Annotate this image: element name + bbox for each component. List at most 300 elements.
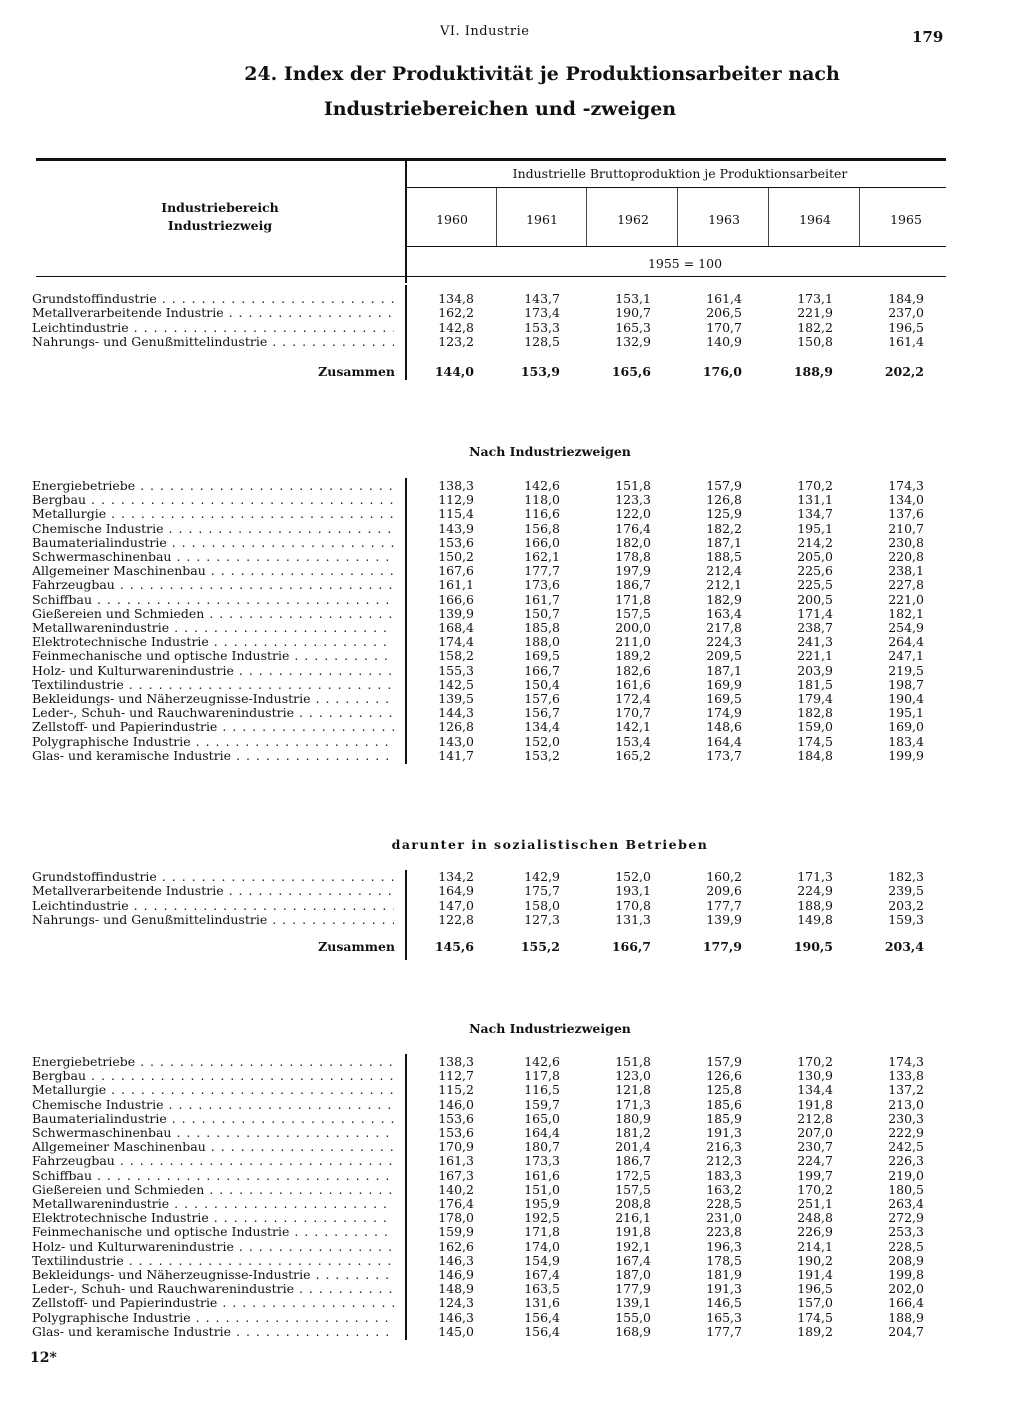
row-label: Schiffbau . . .	[32, 593, 394, 607]
row-label: Schwermaschinenbau . . .	[32, 1126, 394, 1140]
cell-value: 127,3	[524, 911, 560, 927]
cell-value: 116,6	[524, 506, 560, 522]
cell-value: 142,6	[524, 478, 560, 493]
cell-value: 203,9	[797, 662, 833, 678]
cell-value: 146,0	[438, 1096, 474, 1112]
cell-value: 199,7	[797, 1167, 833, 1183]
cell-value: 134,0	[888, 492, 924, 508]
row-label: Metallwarenindustrie . . .	[32, 621, 394, 635]
cell-value: 192,1	[615, 1238, 651, 1254]
cell-value: 134,2	[438, 869, 474, 884]
cell-value: 206,5	[706, 305, 742, 321]
cell-value: 137,2	[888, 1082, 924, 1098]
year-header: 1963	[708, 212, 740, 227]
table-row	[0, 306, 1024, 320]
cell-value: 182,9	[706, 591, 742, 607]
sheet-signature: 12*	[30, 1350, 57, 1366]
cell-value: 189,2	[615, 648, 651, 664]
table-row	[0, 884, 1024, 898]
cell-value: 226,3	[888, 1153, 924, 1169]
row-label: Nahrungs- und Genußmittelindustrie . . .	[32, 913, 394, 927]
table-row	[0, 1126, 1024, 1140]
cell-value: 190,4	[888, 691, 924, 706]
row-label: Feinmechanische und optische Industrie . . .	[32, 1225, 394, 1239]
cell-value: 182,8	[797, 705, 833, 721]
cell-value: 182,2	[706, 520, 742, 536]
cell-value: 126,6	[706, 1068, 742, 1084]
cell-value: 226,9	[797, 1224, 833, 1240]
cell-value: 170,7	[706, 319, 742, 335]
cell-value: 148,9	[438, 1281, 474, 1297]
cell-value: 199,8	[888, 1267, 924, 1282]
cell-value: 200,0	[615, 620, 651, 635]
cell-value: 143,0	[438, 733, 474, 749]
page-number: 179	[912, 28, 944, 46]
cell-value: 177,9	[615, 1281, 651, 1297]
cell-value: 171,8	[615, 591, 651, 607]
table-row	[0, 1197, 1024, 1211]
row-label: Schiffbau . . .	[32, 1169, 394, 1183]
cell-value: 170,7	[615, 705, 651, 721]
cell-value: 200,5	[797, 591, 833, 607]
total-row	[0, 940, 1024, 954]
cell-value: 170,9	[438, 1139, 474, 1155]
cell-value: 166,0	[524, 534, 560, 550]
cell-value: 191,3	[706, 1281, 742, 1297]
cell-value: 161,3	[438, 1153, 474, 1169]
table-title-line-2: Industriebereichen und -zweigen	[323, 98, 677, 120]
cell-value: 225,5	[797, 577, 833, 593]
cell-value: 192,5	[524, 1210, 560, 1226]
table-row	[0, 522, 1024, 536]
row-label: Schwermaschinenbau . . .	[32, 550, 394, 564]
cell-value: 165,2	[615, 747, 651, 763]
table-row	[0, 1083, 1024, 1097]
table-row	[0, 692, 1024, 706]
cell-value: 169,9	[706, 676, 742, 692]
cell-value: 142,1	[615, 719, 651, 735]
cell-value: 164,4	[706, 733, 742, 749]
cell-value: 209,5	[706, 648, 742, 664]
cell-value: 184,8	[797, 747, 833, 763]
cell-value: 182,2	[797, 319, 833, 335]
cell-value: 254,9	[888, 620, 924, 635]
cell-value: 157,5	[615, 1181, 651, 1197]
cell-value: 178,0	[438, 1210, 474, 1226]
cell-value: 228,5	[888, 1238, 924, 1254]
cell-value: 139,1	[615, 1295, 651, 1311]
cell-value: 171,8	[524, 1224, 560, 1240]
row-label: Leder-, Schuh- und Rauchwarenindustrie . . .	[32, 1282, 394, 1296]
table-row	[0, 564, 1024, 578]
cell-value: 153,6	[438, 1125, 474, 1140]
cell-value: 153,6	[438, 1110, 474, 1126]
cell-value: 190,5	[793, 939, 833, 954]
cell-value: 138,3	[438, 478, 474, 493]
cell-value: 160,2	[706, 869, 742, 884]
cell-value: 196,5	[888, 319, 924, 335]
cell-value: 170,2	[797, 1054, 833, 1069]
year-header: 1961	[526, 212, 558, 227]
cell-value: 173,3	[524, 1153, 560, 1169]
cell-value: 195,9	[524, 1196, 560, 1211]
cell-value: 173,1	[797, 291, 833, 306]
cell-value: 166,4	[888, 1295, 924, 1311]
cell-value: 181,9	[706, 1267, 742, 1282]
cell-value: 123,0	[615, 1068, 651, 1084]
table-row	[0, 870, 1024, 884]
cell-value: 204,7	[888, 1323, 924, 1339]
cell-value: 176,4	[615, 520, 651, 536]
cell-value: 144,3	[438, 705, 474, 721]
cell-value: 187,1	[706, 534, 742, 550]
cell-value: 197,9	[615, 563, 651, 579]
table-row	[0, 1112, 1024, 1126]
row-label: Leichtindustrie . . .	[32, 899, 394, 913]
cell-value: 168,9	[615, 1323, 651, 1339]
cell-value: 225,6	[797, 563, 833, 579]
cell-value: 145,6	[434, 939, 474, 954]
cell-value: 174,5	[797, 733, 833, 749]
row-label: Bekleidungs- und Näherzeugnisse-Industrie . . .	[32, 1268, 394, 1282]
total-label: Zusammen	[318, 365, 395, 379]
cell-value: 199,9	[888, 747, 924, 763]
cell-value: 174,0	[524, 1238, 560, 1254]
table-row	[0, 292, 1024, 306]
row-label: Grundstoffindustrie . . .	[32, 292, 394, 306]
cell-value: 223,8	[706, 1224, 742, 1240]
cell-value: 174,5	[797, 1309, 833, 1325]
cell-value: 190,2	[797, 1252, 833, 1268]
cell-value: 185,8	[524, 620, 560, 635]
table-row	[0, 321, 1024, 335]
cell-value: 159,7	[524, 1096, 560, 1112]
cell-value: 131,3	[615, 911, 651, 927]
cell-value: 128,5	[524, 333, 560, 349]
cell-value: 132,9	[615, 333, 651, 349]
cell-value: 150,7	[524, 605, 560, 621]
cell-value: 174,3	[888, 1054, 924, 1069]
row-label: Metallurgie . . .	[32, 507, 394, 521]
cell-value: 174,4	[438, 634, 474, 650]
cell-value: 125,8	[706, 1082, 742, 1098]
cell-value: 150,8	[797, 333, 833, 349]
cell-value: 139,5	[438, 691, 474, 706]
row-label: Fahrzeugbau . . .	[32, 1154, 394, 1168]
cell-value: 213,0	[888, 1096, 924, 1112]
cell-value: 122,8	[438, 911, 474, 927]
cell-value: 196,3	[706, 1238, 742, 1254]
cell-value: 118,0	[524, 492, 560, 508]
cell-value: 156,4	[524, 1323, 560, 1339]
table-row	[0, 1211, 1024, 1225]
cell-value: 137,6	[888, 506, 924, 522]
cell-value: 241,3	[797, 634, 833, 650]
row-label: Chemische Industrie . . .	[32, 522, 394, 536]
base-rule	[407, 246, 946, 247]
row-label: Polygraphische Industrie . . .	[32, 735, 394, 749]
table-row	[0, 1296, 1024, 1310]
cell-value: 146,9	[438, 1267, 474, 1282]
cell-value: 221,1	[797, 648, 833, 664]
cell-value: 151,0	[524, 1181, 560, 1197]
cell-value: 217,8	[706, 620, 742, 635]
cell-value: 221,0	[888, 591, 924, 607]
cell-value: 145,0	[438, 1323, 474, 1339]
cell-value: 196,5	[797, 1281, 833, 1297]
cell-value: 169,0	[888, 719, 924, 735]
running-title: VI. Industrie	[440, 24, 530, 39]
section-title-zweige-2: Nach Industriezweigen	[469, 1021, 631, 1036]
cell-value: 115,4	[438, 506, 474, 522]
cell-value: 155,3	[438, 662, 474, 678]
cell-value: 242,5	[888, 1139, 924, 1155]
cell-value: 214,1	[797, 1238, 833, 1254]
table-row	[0, 664, 1024, 678]
row-label: Bergbau . . .	[32, 1069, 394, 1083]
row-label: Leichtindustrie . . .	[32, 321, 394, 335]
cell-value: 157,9	[706, 1054, 742, 1069]
cell-value: 216,1	[615, 1210, 651, 1226]
table-row	[0, 913, 1024, 927]
table-row	[0, 635, 1024, 649]
table-title-line-1: 24. Index der Produktivität je Produktionsarbeiter nach	[244, 63, 840, 85]
cell-value: 198,7	[888, 676, 924, 692]
cell-value: 134,4	[797, 1082, 833, 1098]
cell-value: 133,8	[888, 1068, 924, 1084]
cell-value: 182,6	[615, 662, 651, 678]
cell-value: 123,3	[615, 492, 651, 508]
cell-value: 156,7	[524, 705, 560, 721]
cell-value: 220,8	[888, 549, 924, 564]
row-label: Energiebetriebe . . .	[32, 1055, 394, 1069]
cell-value: 201,4	[615, 1139, 651, 1155]
cell-value: 221,9	[797, 305, 833, 321]
cell-value: 238,7	[797, 620, 833, 635]
cell-value: 176,4	[438, 1196, 474, 1211]
table-row	[0, 1098, 1024, 1112]
cell-value: 167,4	[524, 1267, 560, 1282]
cell-value: 180,7	[524, 1139, 560, 1155]
cell-value: 263,4	[888, 1196, 924, 1211]
table-row	[0, 479, 1024, 493]
total-row	[0, 365, 1024, 379]
cell-value: 124,3	[438, 1295, 474, 1311]
table-row	[0, 706, 1024, 720]
cell-value: 178,5	[706, 1252, 742, 1268]
year-header: 1960	[436, 212, 468, 227]
cell-value: 151,8	[615, 478, 651, 493]
row-label: Metallwarenindustrie . . .	[32, 1197, 394, 1211]
cell-value: 170,8	[615, 897, 651, 913]
row-label: Glas- und keramische Industrie . . .	[32, 1325, 394, 1339]
cell-value: 216,3	[706, 1139, 742, 1155]
year-header: 1964	[799, 212, 831, 227]
cell-value: 209,6	[706, 883, 742, 899]
cell-value: 175,7	[524, 883, 560, 899]
cell-value: 142,6	[524, 1054, 560, 1069]
cell-value: 166,6	[438, 591, 474, 607]
cell-value: 144,0	[434, 364, 474, 379]
cell-value: 272,9	[888, 1210, 924, 1226]
row-label: Textilindustrie . . .	[32, 1254, 394, 1268]
table-row	[0, 720, 1024, 734]
cell-value: 191,3	[706, 1125, 742, 1140]
cell-value: 142,9	[524, 869, 560, 884]
year-header: 1965	[890, 212, 922, 227]
row-label: Gießereien und Schmieden . . .	[32, 607, 394, 621]
cell-value: 159,0	[797, 719, 833, 735]
table-row	[0, 1069, 1024, 1083]
cell-value: 210,7	[888, 520, 924, 536]
table-row	[0, 1240, 1024, 1254]
cell-value: 161,4	[706, 291, 742, 306]
cell-value: 126,8	[438, 719, 474, 735]
cell-value: 143,9	[438, 520, 474, 536]
cell-value: 212,4	[706, 563, 742, 579]
cell-value: 224,3	[706, 634, 742, 650]
cell-value: 219,5	[888, 662, 924, 678]
cell-value: 203,2	[888, 897, 924, 913]
cell-value: 186,7	[615, 1153, 651, 1169]
cell-value: 191,8	[615, 1224, 651, 1240]
cell-value: 116,5	[524, 1082, 560, 1098]
table-row	[0, 1183, 1024, 1197]
cell-value: 165,0	[524, 1110, 560, 1126]
cell-value: 125,9	[706, 506, 742, 522]
cell-value: 159,9	[438, 1224, 474, 1240]
cell-value: 162,1	[524, 549, 560, 564]
cell-value: 121,8	[615, 1082, 651, 1098]
cell-value: 224,7	[797, 1153, 833, 1169]
cell-value: 153,9	[520, 364, 560, 379]
table-row	[0, 649, 1024, 663]
cell-value: 155,0	[615, 1309, 651, 1325]
cell-value: 157,6	[524, 691, 560, 706]
row-label: Fahrzeugbau . . .	[32, 578, 394, 592]
cell-value: 164,4	[524, 1125, 560, 1140]
cell-value: 152,0	[524, 733, 560, 749]
cell-value: 152,0	[615, 869, 651, 884]
cell-value: 150,4	[524, 676, 560, 692]
cell-value: 187,1	[706, 662, 742, 678]
cell-value: 214,2	[797, 534, 833, 550]
cell-value: 219,0	[888, 1167, 924, 1183]
table-row	[0, 1311, 1024, 1325]
cell-value: 165,6	[611, 364, 651, 379]
cell-value: 231,0	[706, 1210, 742, 1226]
cell-value: 222,9	[888, 1125, 924, 1140]
table-row	[0, 607, 1024, 621]
row-label: Metallverarbeitende Industrie . . .	[32, 306, 394, 320]
cell-value: 188,0	[524, 634, 560, 650]
row-label: Polygraphische Industrie . . .	[32, 1311, 394, 1325]
cell-value: 123,2	[438, 333, 474, 349]
cell-value: 202,2	[884, 364, 924, 379]
row-label: Elektrotechnische Industrie . . .	[32, 1211, 394, 1225]
column-group-label: Industrielle Bruttoproduktion je Produktionsarbeiter	[512, 166, 848, 181]
cell-value: 188,9	[797, 897, 833, 913]
cell-value: 239,5	[888, 883, 924, 899]
cell-value: 158,2	[438, 648, 474, 664]
table-row	[0, 493, 1024, 507]
cell-value: 140,9	[706, 333, 742, 349]
table-row	[0, 1169, 1024, 1183]
cell-value: 208,8	[615, 1196, 651, 1211]
table-row	[0, 1282, 1024, 1296]
cell-value: 157,0	[797, 1295, 833, 1311]
cell-value: 237,0	[888, 305, 924, 321]
cell-value: 185,9	[706, 1110, 742, 1126]
row-label: Gießereien und Schmieden . . .	[32, 1183, 394, 1197]
cell-value: 154,9	[524, 1252, 560, 1268]
cell-value: 190,7	[615, 305, 651, 321]
cell-value: 165,3	[615, 319, 651, 335]
row-label: Allgemeiner Maschinenbau . . .	[32, 1140, 394, 1154]
table-row	[0, 621, 1024, 635]
cell-value: 162,6	[438, 1238, 474, 1254]
cell-value: 202,0	[888, 1281, 924, 1297]
cell-value: 177,7	[706, 1323, 742, 1339]
table-row	[0, 1140, 1024, 1154]
table-row	[0, 578, 1024, 592]
cell-value: 163,2	[706, 1181, 742, 1197]
cell-value: 147,0	[438, 897, 474, 913]
cell-value: 238,1	[888, 563, 924, 579]
cell-value: 130,9	[797, 1068, 833, 1084]
cell-value: 227,8	[888, 577, 924, 593]
row-label: Zellstoff- und Papierindustrie . . .	[32, 720, 394, 734]
cell-value: 117,8	[524, 1068, 560, 1084]
cell-value: 208,9	[888, 1252, 924, 1268]
cell-value: 166,7	[524, 662, 560, 678]
cell-value: 251,1	[797, 1196, 833, 1211]
table-row	[0, 335, 1024, 349]
cell-value: 169,5	[524, 648, 560, 664]
row-label: Holz- und Kulturwarenindustrie . . .	[32, 1240, 394, 1254]
cell-value: 115,2	[438, 1082, 474, 1098]
cell-value: 168,4	[438, 620, 474, 635]
cell-value: 212,8	[797, 1110, 833, 1126]
table-row	[0, 1055, 1024, 1069]
cell-value: 142,5	[438, 676, 474, 692]
row-label: Glas- und keramische Industrie . . .	[32, 749, 394, 763]
cell-value: 112,9	[438, 492, 474, 508]
cell-value: 183,4	[888, 733, 924, 749]
cell-value: 173,6	[524, 577, 560, 593]
cell-value: 184,9	[888, 291, 924, 306]
cell-value: 140,2	[438, 1181, 474, 1197]
cell-value: 173,7	[706, 747, 742, 763]
row-label: Energiebetriebe . . .	[32, 479, 394, 493]
base-year-label: 1955 = 100	[647, 256, 723, 271]
cell-value: 181,2	[615, 1125, 651, 1140]
cell-value: 153,1	[615, 291, 651, 306]
cell-value: 230,8	[888, 534, 924, 550]
row-label: Leder-, Schuh- und Rauchwarenindustrie . . .	[32, 706, 394, 720]
cell-value: 189,2	[797, 1323, 833, 1339]
cell-value: 122,0	[615, 506, 651, 522]
row-label: Holz- und Kulturwarenindustrie . . .	[32, 664, 394, 678]
table-row	[0, 507, 1024, 521]
cell-value: 163,5	[524, 1281, 560, 1297]
cell-value: 146,3	[438, 1309, 474, 1325]
cell-value: 188,5	[706, 549, 742, 564]
row-label: Grundstoffindustrie . . .	[32, 870, 394, 884]
cell-value: 153,2	[524, 747, 560, 763]
cell-value: 156,4	[524, 1309, 560, 1325]
row-label: Elektrotechnische Industrie . . .	[32, 635, 394, 649]
